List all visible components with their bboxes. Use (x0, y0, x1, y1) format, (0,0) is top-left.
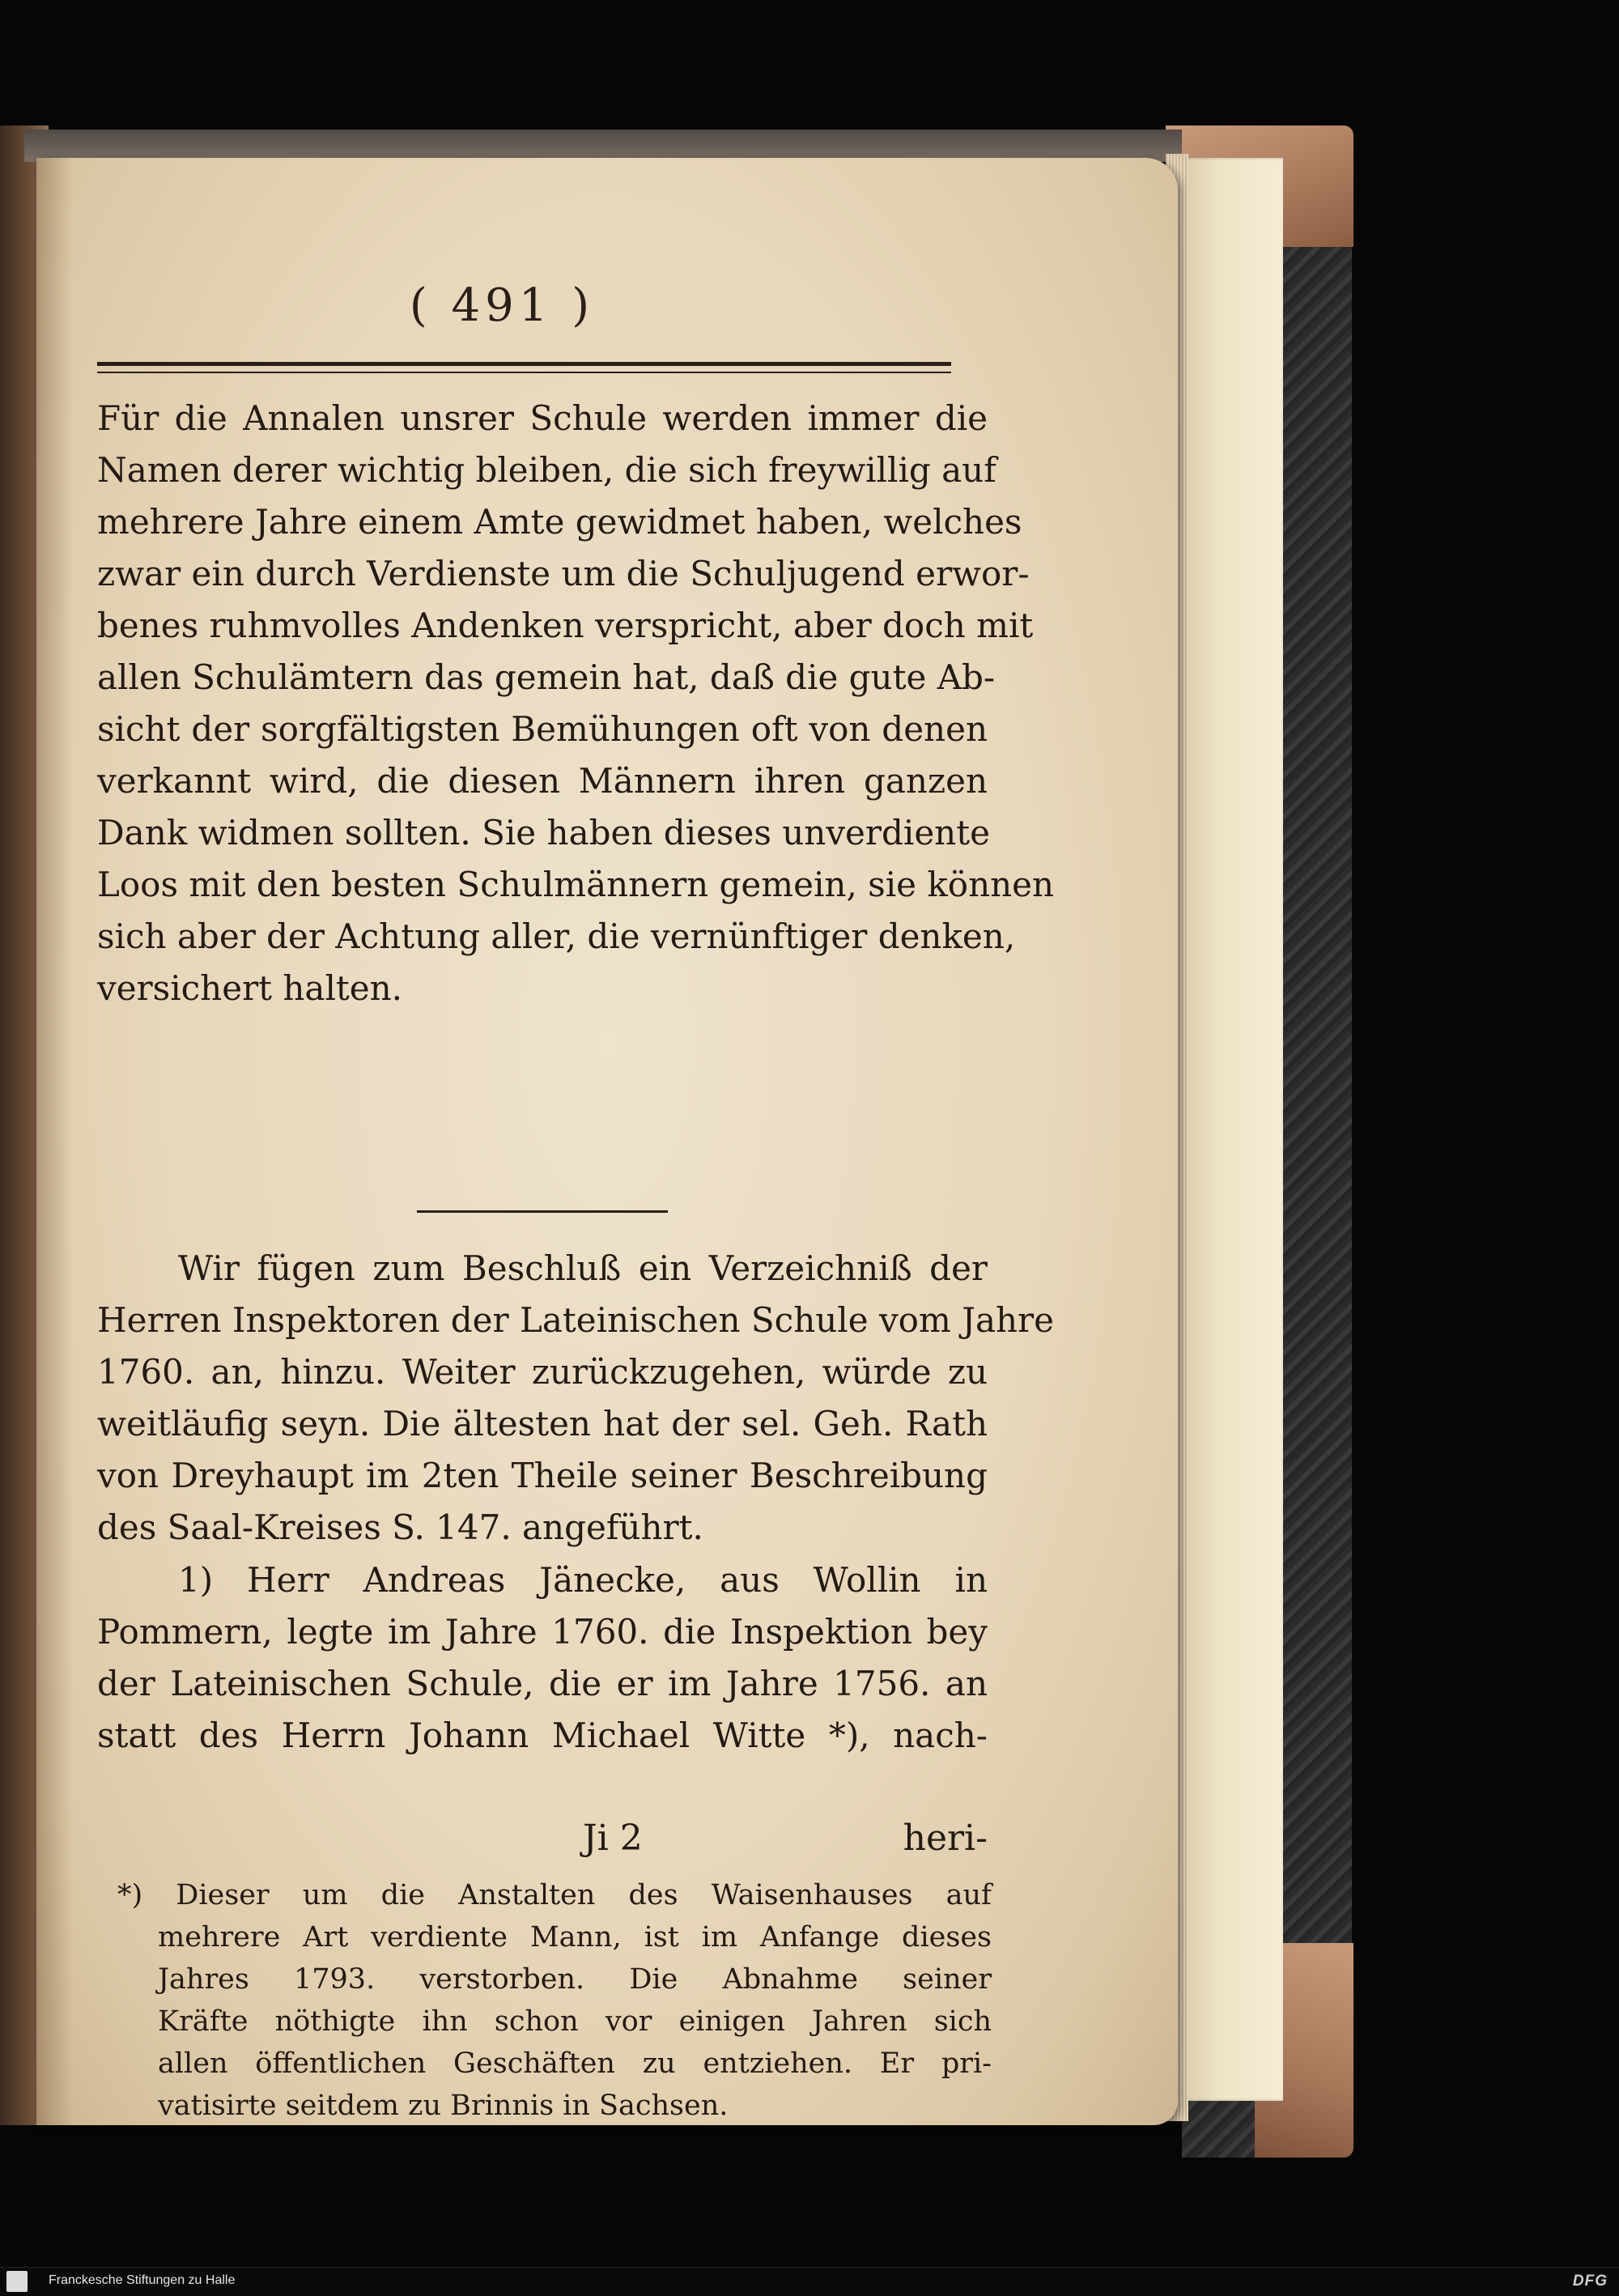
text-line: zwar ein durch Verdienste um die Schuljugend erwor- (97, 554, 1030, 593)
header-rule (97, 362, 951, 373)
text-line: sicht der sorgfältigsten Bemühungen oft von denen (97, 709, 988, 749)
gutter-shadow (36, 158, 73, 2125)
paragraph-verzeichniss (97, 1243, 1054, 1554)
catchword: heri- (903, 1818, 988, 1859)
text-line: Für die Annalen unsrer Schule werden immer die (97, 398, 988, 438)
footnote (117, 1874, 992, 2127)
section-divider (417, 1210, 668, 1213)
institution-name: Franckesche Stiftungen zu Halle (49, 2273, 236, 2287)
text-line: statt des Herrn Johann Michael Witte *), nach- (97, 1716, 988, 1755)
text-line: sich aber der Achtung aller, die vernünftiger denken, (97, 916, 1016, 956)
footnote-line: allen öffentlichen Geschäften zu entziehen. Er pri- (158, 2047, 992, 2080)
paragraph-jaenecke (97, 1554, 988, 1762)
page-number: ( 491 ) (409, 279, 595, 332)
book-top-edge (24, 130, 1182, 162)
text-line: Herren Inspektoren der Lateinischen Schule vom Jahre (97, 1300, 1054, 1340)
flyleaf (1178, 158, 1283, 2101)
text-line: des Saal-Kreises S. 147. angeführt. (97, 1507, 703, 1547)
footnote-line: Kräfte nöthigte ihn schon vor einigen Jahren sich (158, 2005, 992, 2038)
footnote-line: vatisirte seitdem zu Brinnis in Sachsen. (158, 2090, 729, 2122)
text-line: weitläufig seyn. Die ältesten hat der sel. Geh. Rath (97, 1404, 988, 1444)
footnote-line: mehrere Art verdiente Mann, ist im Anfange dieses (158, 1921, 992, 1954)
text-line: 1) Herr Andreas Jänecke, aus Wollin in (178, 1560, 988, 1600)
text-line: Pommern, legte im Jahre 1760. die Inspektion bey (97, 1612, 988, 1652)
text-line: versichert halten. (97, 968, 403, 1008)
dfg-logo: DFG (1572, 2273, 1608, 2290)
text-line: Namen derer wichtig bleiben, die sich freywillig auf (97, 450, 996, 490)
text-line: der Lateinischen Schule, die er im Jahre 1756. an (97, 1664, 988, 1703)
text-line: benes ruhmvolles Andenken verspricht, aber doch mit (97, 606, 1034, 645)
text-line: von Dreyhaupt im 2ten Theile seiner Beschreibung (97, 1456, 988, 1495)
text-line: mehrere Jahre einem Amte gewidmet haben, welches (97, 502, 1022, 542)
viewer-footer (0, 2267, 1619, 2296)
signature-mark: Ji 2 (583, 1818, 643, 1859)
book-page (36, 158, 1178, 2125)
paragraph-annalen (97, 393, 1055, 1014)
footnote-line: *) Dieser um die Anstalten des Waisenhauses auf (117, 1879, 992, 1911)
text-line: 1760. an, hinzu. Weiter zurückzugehen, würde zu (97, 1352, 988, 1392)
text-line: Dank widmen sollten. Sie haben dieses unverdiente (97, 813, 990, 852)
text-line: Wir fügen zum Beschluß ein Verzeichniß der (178, 1248, 988, 1288)
institution-logo-icon (6, 2271, 28, 2292)
text-line: allen Schulämtern das gemein hat, daß die gute Ab- (97, 657, 996, 697)
footnote-line: Jahres 1793. verstorben. Die Abnahme seiner (158, 1963, 992, 1996)
text-line: verkannt wird, die diesen Männern ihren ganzen (97, 761, 988, 801)
text-line: Loos mit den besten Schulmännern gemein, sie können (97, 865, 1055, 904)
